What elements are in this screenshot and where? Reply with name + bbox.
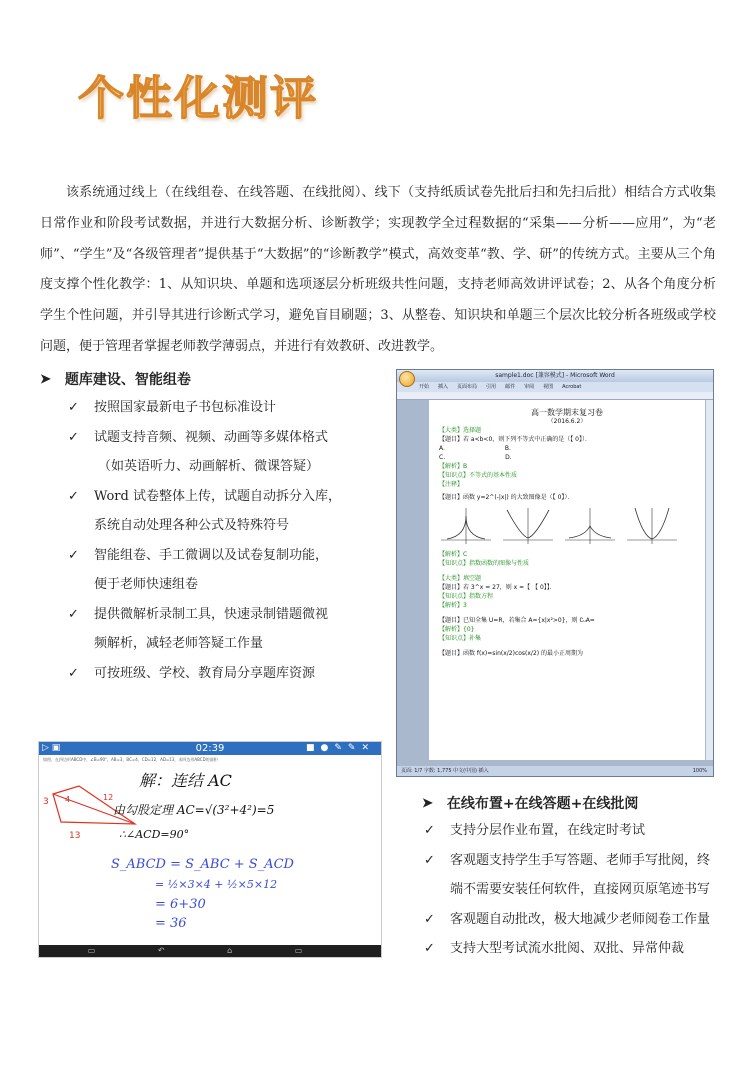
word-status-bar: 页面: 1/7 字数: 1,775 中文(中国) 插入 100% <box>397 766 714 776</box>
doc-option: D. <box>505 454 512 461</box>
doc-answer: 【解析】3 <box>439 602 467 609</box>
doc-date: （2016.6.2） <box>547 418 587 425</box>
label-13: 13 <box>69 831 81 841</box>
list-item: 端不需要安装任何软件，直接网页原笔迹书写 <box>450 882 711 897</box>
graph-c <box>563 506 617 546</box>
timer: 02:39 <box>195 743 225 754</box>
tablet-toolbar <box>39 742 381 755</box>
hand-line-3: ∴∠ACD=90° <box>119 828 190 841</box>
zoom-level: 100% <box>692 768 707 774</box>
check-icon: ✓ <box>424 823 435 838</box>
tool-icons[interactable]: ■●✎✎✕ <box>306 743 375 753</box>
intro-paragraph: 该系统通过线上（在线组卷、在线答题、在线批阅）、线下（支持纸质试卷先批后扫和先扫后批）相结合方式收集日常作业和阶段考试数据，并进行大数据分析、诊断教学；实现教学全过程数据的“采集——分析——应用”，为“老师”、“学生”及“各级管理者”提供基于“大数据”的“诊断教学”模式，高效变革“教、学、研”的传统方式。主要从三个角度支撑个性化教学：1、从知识块、单题和选项逐层分析班级共性问题，支持老师高效讲评试卷；2、从各个角度分析学生个性问题，并引导其进行诊断式学习，避免盲目刷题；3、从整卷、知识块和单题三个层次比较分析各班级或学校问题，便于管理者掌握老师教学薄弱点，并进行有效教研、改进教学。 <box>40 185 716 354</box>
tablet-handwriting-screenshot <box>38 741 382 958</box>
check-icon: ✓ <box>424 911 435 927</box>
hand-line-1: 解：连结 AC <box>139 771 232 790</box>
page-title: 个性化测评 <box>78 71 318 125</box>
ribbon-tab: 视图 <box>543 384 554 390</box>
doc-answer: 【解析】B <box>439 463 468 470</box>
doc-question: 【题目】函数 y=2^(-|x|) 的大致图像是（【 0】）． <box>439 494 574 501</box>
doc-graphs <box>439 506 695 546</box>
check-icon: ✓ <box>424 852 435 868</box>
doc-option: B. <box>504 445 511 452</box>
list-item: ✓ 试题支持音频、视频、动画等多媒体格式 <box>68 423 368 453</box>
check-icon: ✓ <box>424 941 435 956</box>
doc-knowledge: 【知识点】不等式的基本性质 <box>439 472 518 479</box>
label-4: 4 <box>65 795 71 804</box>
doc-option: A. <box>439 445 445 452</box>
label-12: 12 <box>103 793 114 802</box>
check-icon: ✓ <box>68 665 79 681</box>
check-icon: ✓ <box>68 429 79 445</box>
list-item: ✓ 可按班级、学校、教育局分享题库资源 <box>68 659 368 689</box>
doc-section: 【大类】填空题 <box>439 575 482 582</box>
doc-knowledge: 【知识点】指数方程 <box>439 593 494 600</box>
graph-b <box>501 506 555 546</box>
word-ribbon-tabs <box>397 382 713 392</box>
word-ruler <box>397 392 713 400</box>
doc-note: 【注释】 <box>439 481 464 488</box>
doc-options <box>439 453 695 462</box>
section2-title: 在线布置+在线答题+在线批阅 <box>446 796 639 812</box>
doc-question: 【题目】若 a<b<0，则下列不等式中正确的是（【 0】）． <box>439 436 591 443</box>
hand-line-5: = ½×3×4 + ½×5×12 <box>155 878 278 891</box>
section1-list <box>68 393 368 688</box>
ribbon-tab: 插入 <box>438 384 449 390</box>
doc-title: 高一数学期末复习卷 <box>531 408 603 417</box>
graph-d <box>625 506 679 546</box>
label-3: 3 <box>43 797 49 807</box>
list-item: ✓ 按照国家最新电子书包标准设计 <box>68 393 368 423</box>
ribbon-tab: 页面布局 <box>457 384 478 390</box>
list-item: ✓ Word 试卷整体上传，试题自动拆分入库， <box>68 482 368 512</box>
android-nav-bar[interactable]: ▭ ↶ ⌂ ▭ <box>39 945 381 957</box>
word-document-screenshot <box>396 369 714 777</box>
word-page <box>429 400 705 760</box>
list-item: 频解析，减轻老师答疑工作量 <box>94 636 264 651</box>
doc-knowledge: 【知识点】补集 <box>439 635 482 642</box>
section2-list <box>424 816 724 964</box>
section1-heading <box>40 369 191 389</box>
list-item: 系统自动处理各种公式及特殊符号 <box>94 518 290 533</box>
graph-a <box>439 506 493 546</box>
doc-options <box>439 444 695 453</box>
arrow-bullet-icon: ➤ <box>422 795 433 811</box>
list-item: 便于老师快速组卷 <box>94 577 199 592</box>
doc-answer: 【解析】{0} <box>439 626 475 633</box>
check-icon: ✓ <box>68 547 79 563</box>
list-item: ✓ 支持大型考试流水批阅、双批、异常仲裁 <box>424 934 724 964</box>
list-item: ✓ 智能组卷、手工微调以及试卷复制功能， <box>68 541 368 571</box>
handwriting-canvas[interactable] <box>39 764 381 934</box>
doc-option: C. <box>439 454 446 461</box>
list-item: ✓ 支持分层作业布置，在线定时考试 <box>424 816 724 846</box>
office-button-icon <box>399 371 415 387</box>
ribbon-tab: 邮件 <box>505 384 516 390</box>
check-icon: ✓ <box>68 400 79 415</box>
check-icon: ✓ <box>68 488 79 504</box>
hand-line-2: 由勾股定理 AC=√(3²+4²)=5 <box>113 803 275 817</box>
section2-heading <box>422 793 638 813</box>
list-item: ✓ 客观题支持学生手写答题、老师手写批阅，终 <box>424 846 724 876</box>
list-item: （如英语听力、动画解析、微课答疑） <box>98 459 320 474</box>
ribbon-tab: 审阅 <box>524 384 535 390</box>
check-icon: ✓ <box>68 606 79 622</box>
hand-line-7: = 36 <box>155 916 187 931</box>
word-title-bar: sample1.doc [兼容模式] - Microsoft Word <box>397 370 713 382</box>
doc-question: 【题目】函数 f(x)=sin(x/2)cos(x/2) 的最小正周期为 <box>439 650 584 657</box>
doc-knowledge: 【知识点】指数函数的图像与性质 <box>439 560 530 567</box>
word-vertical-scrollbar[interactable] <box>706 400 713 760</box>
ribbon-tab: Acrobat <box>562 384 582 390</box>
ribbon-tab: 开始 <box>419 384 430 390</box>
doc-section: 【大类】选择题 <box>439 427 482 434</box>
doc-question: 【题目】已知全集 U=R，若集合 A={x|x²>0}，则 ∁ᵤA= <box>439 617 595 624</box>
tablet-question: 如图，在四边形ABCD中，∠B=90°，AB=3，BC=4，CD=12，AD=13，求四边形ABCD的面积 <box>43 757 218 762</box>
list-item: ✓ 提供微解析录制工具，快速录制错题微视 <box>68 600 368 630</box>
arrow-bullet-icon: ➤ <box>40 371 51 387</box>
ribbon-tab: 引用 <box>486 384 497 390</box>
hand-line-4: S_ABCD = S_ABC + S_ACD <box>111 857 294 872</box>
section1-title: 题库建设、智能组卷 <box>64 372 191 388</box>
hand-line-6: = 6+30 <box>155 897 206 912</box>
doc-question: 【题目】若 3^x = 27，则 x =【 【 0】】． <box>439 584 556 591</box>
list-item: ✓ 客观题自动批改，极大地减少老师阅卷工作量 <box>424 905 724 935</box>
play-icon[interactable]: ▷ ▣ <box>42 743 61 753</box>
doc-answer: 【解析】C <box>439 551 468 558</box>
